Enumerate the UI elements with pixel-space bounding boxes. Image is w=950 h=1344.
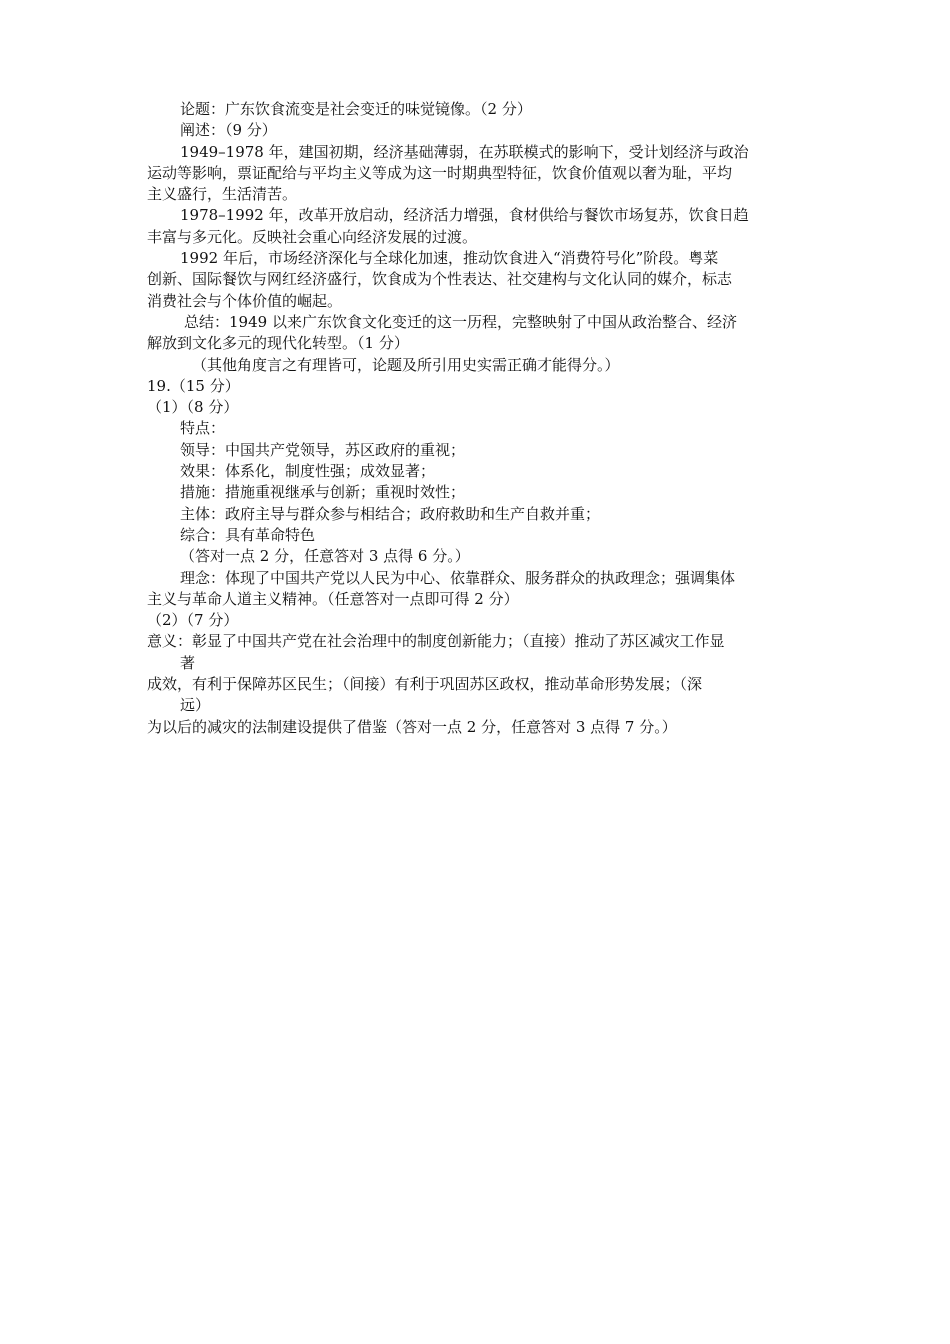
significance-line-1: 意义：彰显了中国共产党在社会治理中的制度创新能力；（直接）推动了苏区减灾工作显 bbox=[147, 632, 725, 651]
elaboration-heading: 阐述：（9 分） bbox=[180, 121, 277, 140]
period-1992-line-1: 1992 年后，市场经济深化与全球化加速，推动饮食进入“消费符号化”阶段。粤菜 bbox=[180, 249, 719, 268]
period-1992-line-2: 创新、国际餐饮与网红经济盛行，饮食成为个性表达、社交建构与文化认同的媒介，标志 bbox=[147, 270, 733, 289]
features-heading: 特点： bbox=[180, 419, 226, 438]
part-2-heading: （2）（7 分） bbox=[147, 611, 239, 630]
significance-line-2-wrap: 远） bbox=[180, 696, 211, 715]
period-1978-line-1: 1978–1992 年，改革开放启动，经济活力增强，食材供给与餐饮市场复苏，饮食日趋 bbox=[180, 206, 749, 225]
scoring-note: （其他角度言之有理皆可，论题及所引用史实需正确才能得分。） bbox=[192, 355, 620, 374]
feature-effect: 效果：体系化，制度性强；成效显著； bbox=[180, 462, 436, 481]
significance-line-2: 成效，有利于保障苏区民生；（间接）有利于巩固苏区政权，推动革命形势发展；（深 bbox=[147, 675, 703, 694]
answer-text-block bbox=[147, 99, 802, 738]
feature-measures: 措施：措施重视继承与创新；重视时效性； bbox=[180, 483, 466, 502]
period-1978-line-2: 丰富与多元化。反映社会重心向经济发展的过渡。 bbox=[147, 227, 478, 246]
concept-line-2: 主义与革命人道主义精神。（任意答对一点即可得 2 分） bbox=[147, 589, 519, 608]
period-1992-line-3: 消费社会与个体价值的崛起。 bbox=[147, 291, 343, 310]
period-1949-line-3: 主义盛行，生活清苦。 bbox=[147, 185, 298, 204]
significance-line-1-wrap: 著 bbox=[180, 653, 196, 672]
thesis-line: 论题：广东饮食流变是社会变迁的味觉镜像。（2 分） bbox=[180, 100, 532, 118]
feature-overall: 综合：具有革命特色 bbox=[180, 525, 316, 544]
question-19-heading: 19.（15 分） bbox=[147, 376, 240, 395]
part-1-heading: （1）（8 分） bbox=[147, 398, 239, 417]
feature-subject: 主体：政府主导与群众参与相结合；政府救助和生产自救并重； bbox=[180, 504, 601, 523]
part-1-scoring-note: （答对一点 2 分，任意答对 3 点得 6 分。） bbox=[180, 547, 470, 566]
summary-line-2: 解放到文化多元的现代化转型。（1 分） bbox=[147, 334, 409, 353]
period-1949-line-2: 运动等影响，票证配给与平均主义等成为这一时期典型特征，饮食价值观以奢为耻，平均 bbox=[147, 163, 733, 182]
concept-line-1: 理念：体现了中国共产党以人民为中心、依靠群众、服务群众的执政理念；强调集体 bbox=[180, 568, 736, 587]
summary-line-1: 总结：1949 以来广东饮食文化变迁的这一历程，完整映射了中国从政治整合、经济 bbox=[184, 312, 737, 331]
significance-line-3: 为以后的减灾的法制建设提供了借鉴（答对一点 2 分，任意答对 3 点得 7 分。） bbox=[147, 717, 677, 736]
feature-leadership: 领导：中国共产党领导，苏区政府的重视； bbox=[180, 440, 466, 459]
period-1949-line-1: 1949–1978 年，建国初期，经济基础薄弱，在苏联模式的影响下，受计划经济与政治 bbox=[180, 142, 749, 161]
